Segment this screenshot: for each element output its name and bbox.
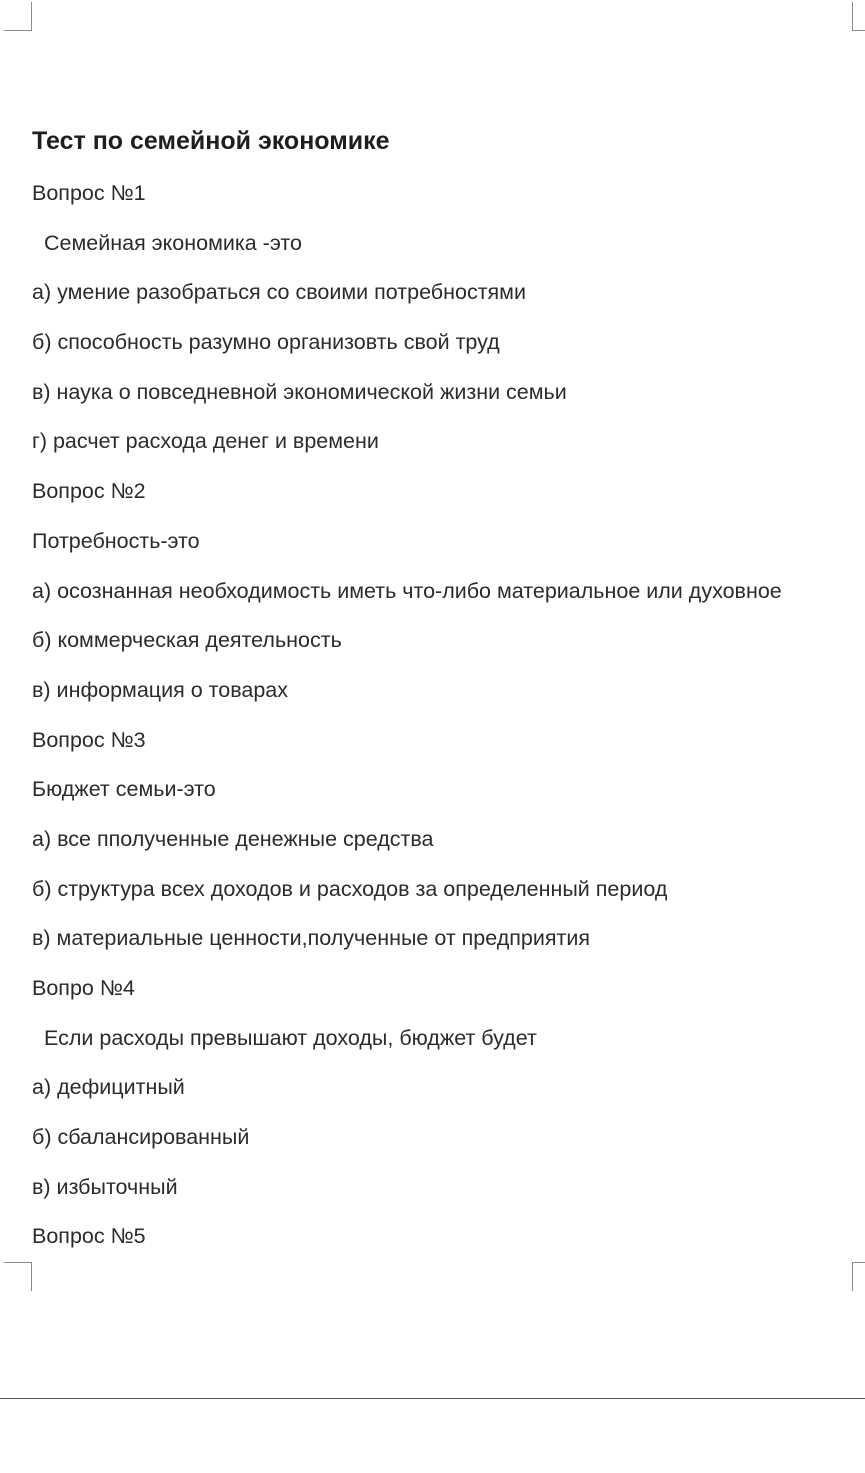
document-line: б) структура всех доходов и расходов за определенный период [32,876,668,901]
document-line: Если расходы превышают доходы, бюджет будет [44,1025,537,1050]
document-line: в) информация о товарах [32,677,289,702]
document-lines [32,173,857,1266]
document-line: а) осознанная необходимость иметь что-либо материальное или духовное [32,578,782,603]
document-body[interactable] [32,121,857,1266]
document-line: Бюджет семьи-это [32,777,216,802]
document-line: б) способность разумно организовть свой труд [32,330,500,355]
margin-corner-bottom-left [4,1262,32,1291]
document-line: г) расчет расхода денег и времени [32,429,379,454]
document-line: а) все пполученные денежные средства [32,826,434,851]
document-line: в) наука о повседневной экономической жизни семьи [32,379,567,404]
document-line: а) дефицитный [32,1075,185,1100]
margin-corner-top-right [852,2,865,31]
document-line: в) материальные ценности,полученные от предприятия [32,926,591,951]
document-line: б) коммерческая деятельность [32,628,342,653]
document-line: Потребность-это [32,528,200,553]
document-line: Вопрос №3 [32,727,146,752]
document-title: Тест по семейной экономике [32,127,390,155]
document-line: а) умение разобраться со своими потребностями [32,280,526,305]
document-line: Вопрос №2 [32,479,146,504]
document-line: в) избыточный [32,1174,178,1199]
document-line: Семейная экономика -это [44,230,302,255]
document-line: б) сбалансированный [32,1125,250,1150]
document-line: Вопрос №1 [32,181,146,205]
page-break-divider [0,1398,865,1399]
document-line: Вопро №4 [32,976,135,1000]
document-line: Вопрос №5 [32,1224,146,1249]
margin-corner-bottom-right [852,1262,865,1291]
margin-corner-top-left [4,2,32,31]
